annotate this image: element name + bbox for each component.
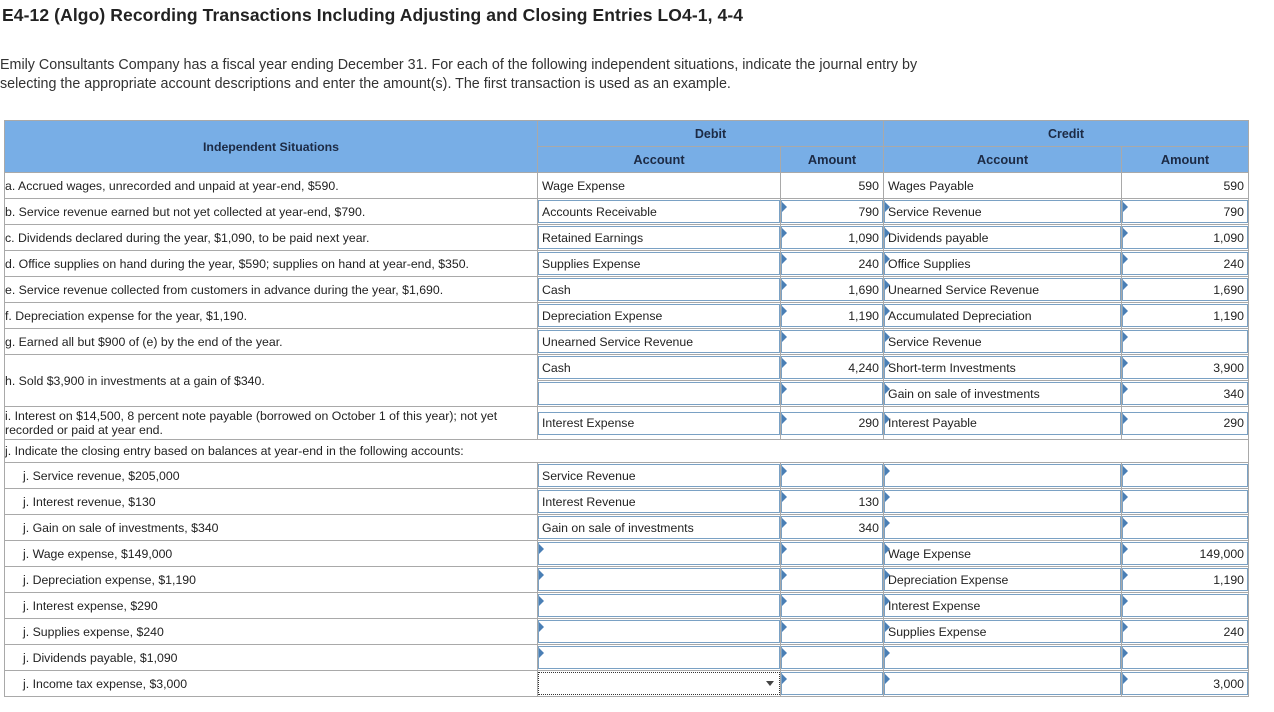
credit-account-value: Wage Expense: [888, 546, 971, 561]
table-row: [5, 329, 1249, 355]
credit-amount-input[interactable]: [1122, 330, 1248, 353]
debit-amount-input[interactable]: [781, 464, 883, 487]
table-row: [5, 407, 1249, 440]
debit-amount-input[interactable]: [781, 356, 883, 379]
credit-amount-input[interactable]: [1122, 646, 1248, 669]
credit-amount-input[interactable]: [1122, 226, 1248, 249]
debit-amount-input[interactable]: [781, 200, 883, 223]
credit-account-select[interactable]: [884, 542, 1121, 565]
debit-account-value: Cash: [542, 360, 571, 375]
instructions-text: Emily Consultants Company has a fiscal year ending December 31. For each of the following independent situations, indicate the journal entry by selecting the appropriate account descriptions and enter the amount(s). The first transaction is used as an example.: [0, 57, 918, 92]
situation-text: j. Interest expense, $290: [5, 593, 538, 619]
debit-amount-value: 1,090: [848, 230, 879, 245]
credit-account-select[interactable]: [884, 382, 1121, 405]
credit-amount-value: 240: [1223, 624, 1244, 639]
table-row: [5, 303, 1249, 329]
debit-account-select[interactable]: [538, 278, 780, 301]
situation-text: d. Office supplies on hand during the year, $590; supplies on hand at year-end, $350.: [5, 251, 538, 277]
journal-entry-table: [4, 120, 1249, 697]
debit-account-select[interactable]: [538, 620, 780, 643]
situation-text: a. Accrued wages, unrecorded and unpaid at year-end, $590.: [5, 173, 538, 199]
credit-amount-value: 1,690: [1213, 282, 1244, 297]
credit-amount-value: 340: [1223, 386, 1244, 401]
debit-amount-input[interactable]: [781, 382, 883, 405]
debit-amount-input[interactable]: [781, 278, 883, 301]
credit-account-select[interactable]: [884, 304, 1121, 327]
debit-account-select[interactable]: [538, 516, 780, 539]
credit-account-value: Short-term Investments: [888, 360, 1016, 375]
debit-amount-input[interactable]: [781, 542, 883, 565]
credit-account-select[interactable]: [884, 516, 1121, 539]
situations-header: Independent Situations: [5, 121, 538, 173]
credit-account-select[interactable]: [884, 412, 1121, 435]
debit-account-select[interactable]: [538, 382, 780, 405]
debit-account-value: Retained Earnings: [542, 230, 644, 245]
debit-account-select[interactable]: [538, 200, 780, 223]
table-row: [5, 225, 1249, 251]
debit-amount-input[interactable]: [781, 516, 883, 539]
credit-amount-value: 290: [1223, 416, 1244, 430]
credit-account-value: Depreciation Expense: [888, 572, 1009, 587]
debit-amount-input[interactable]: [781, 620, 883, 643]
debit-amount-input[interactable]: [781, 174, 883, 197]
credit-account-select[interactable]: [884, 464, 1121, 487]
credit-amount-input[interactable]: [1122, 516, 1248, 539]
credit-account-value: Unearned Service Revenue: [888, 282, 1040, 297]
situation-text: h. Sold $3,900 in investments at a gain of $340.: [5, 355, 538, 407]
debit-account-select[interactable]: [538, 568, 780, 591]
debit-account-select[interactable]: [538, 464, 780, 487]
chevron-down-icon: [766, 681, 774, 686]
debit-amount-value: 1,690: [848, 282, 879, 297]
credit-account-value: Accumulated Depreciation: [888, 308, 1032, 323]
credit-account-value: Dividends payable: [888, 230, 989, 245]
table-row: [5, 619, 1249, 645]
credit-account-select[interactable]: [884, 646, 1121, 669]
credit-account-value: Supplies Expense: [888, 624, 987, 639]
credit-account-select[interactable]: [884, 356, 1121, 379]
credit-amount-input[interactable]: [1122, 174, 1248, 197]
credit-amount-value: 3,900: [1213, 360, 1244, 375]
credit-account-select[interactable]: [884, 278, 1121, 301]
debit-account-value: Depreciation Expense: [542, 308, 663, 323]
debit-amount-input[interactable]: [781, 568, 883, 591]
debit-account-select[interactable]: [538, 594, 780, 617]
debit-account-value: Service Revenue: [542, 468, 636, 483]
credit-amount-value: 149,000: [1199, 546, 1244, 561]
table-row: [5, 199, 1249, 225]
credit-account-select[interactable]: [884, 672, 1121, 695]
debit-amount-value: 290: [858, 416, 879, 430]
credit-amount-value: 590: [1223, 178, 1244, 193]
debit-account-select[interactable]: [538, 356, 780, 379]
credit-account-select[interactable]: [884, 594, 1121, 617]
debit-account-value: Interest Expense: [542, 416, 635, 430]
debit-account-value: Wage Expense: [542, 178, 625, 193]
credit-account-value: Interest Payable: [888, 416, 977, 430]
debit-amount-input[interactable]: [781, 226, 883, 249]
situation-text: j. Wage expense, $149,000: [5, 541, 538, 567]
credit-amount-input[interactable]: [1122, 464, 1248, 487]
situation-text: e. Service revenue collected from customers in advance during the year, $1,690.: [5, 277, 538, 303]
debit-amount-input[interactable]: [781, 646, 883, 669]
table-row: [5, 593, 1249, 619]
credit-account-select[interactable]: [884, 200, 1121, 223]
debit-account-select[interactable]: [538, 252, 780, 275]
table-row: [5, 355, 1249, 381]
credit-amount-header: Amount: [1122, 147, 1249, 173]
credit-amount-input[interactable]: [1122, 490, 1248, 513]
closing-entry-instruction: j. Indicate the closing entry based on balances at year-end in the following accounts:: [5, 440, 1249, 463]
credit-amount-value: 1,090: [1213, 230, 1244, 245]
debit-amount-header: Amount: [781, 147, 884, 173]
debit-account-select[interactable]: [538, 412, 780, 435]
credit-amount-input[interactable]: [1122, 672, 1248, 695]
credit-amount-input[interactable]: [1122, 412, 1248, 435]
debit-amount-value: 590: [858, 178, 879, 193]
table-row: [5, 567, 1249, 593]
credit-amount-value: 790: [1223, 204, 1244, 219]
situation-text: j. Income tax expense, $3,000: [5, 671, 538, 697]
credit-account-value: Service Revenue: [888, 204, 982, 219]
credit-account-select[interactable]: [884, 226, 1121, 249]
debit-amount-input[interactable]: [781, 304, 883, 327]
table-row: [5, 489, 1249, 515]
credit-account-value: Gain on sale of investments: [888, 386, 1040, 401]
situation-text: j. Supplies expense, $240: [5, 619, 538, 645]
situation-text: f. Depreciation expense for the year, $1,190.: [5, 303, 538, 329]
situation-text: j. Service revenue, $205,000: [5, 463, 538, 489]
debit-account-value: Supplies Expense: [542, 256, 641, 271]
table-row: [5, 277, 1249, 303]
credit-account-select[interactable]: [884, 620, 1121, 643]
credit-account-header: Account: [884, 147, 1122, 173]
debit-account-select[interactable]: [538, 646, 780, 669]
credit-amount-input[interactable]: [1122, 594, 1248, 617]
table-row: [5, 173, 1249, 199]
credit-amount-value: 3,000: [1213, 676, 1244, 691]
table-row: [5, 645, 1249, 671]
credit-account-select[interactable]: [884, 490, 1121, 513]
situation-text: j. Depreciation expense, $1,190: [5, 567, 538, 593]
credit-account-select[interactable]: [884, 330, 1121, 353]
credit-account-value: Office Supplies: [888, 256, 971, 271]
debit-amount-input[interactable]: [781, 252, 883, 275]
debit-account-select[interactable]: [538, 174, 780, 197]
credit-amount-input[interactable]: [1122, 304, 1248, 327]
debit-account-select[interactable]: [538, 304, 780, 327]
credit-amount-input[interactable]: [1122, 200, 1248, 223]
credit-amount-input[interactable]: [1122, 542, 1248, 565]
debit-account-value: Cash: [542, 282, 571, 297]
credit-account-select[interactable]: [884, 568, 1121, 591]
credit-header: Credit: [884, 121, 1249, 147]
credit-account-value: Service Revenue: [888, 334, 982, 349]
credit-account-value: Interest Expense: [888, 598, 981, 613]
debit-amount-input[interactable]: [781, 412, 883, 435]
table-row: [5, 671, 1249, 697]
debit-amount-value: 240: [858, 256, 879, 271]
credit-amount-input[interactable]: [1122, 382, 1248, 405]
credit-amount-input[interactable]: [1122, 620, 1248, 643]
credit-amount-value: 1,190: [1213, 308, 1244, 323]
debit-account-select[interactable]: [538, 226, 780, 249]
credit-amount-value: 1,190: [1213, 572, 1244, 587]
credit-amount-input[interactable]: [1122, 278, 1248, 301]
situation-text: i. Interest on $14,500, 8 percent note payable (borrowed on October 1 of this year); not yet recorded or paid at year end.: [5, 407, 538, 440]
situation-text: g. Earned all but $900 of (e) by the end of the year.: [5, 329, 538, 355]
page-title: E4-12 (Algo) Recording Transactions Including Adjusting and Closing Entries LO4-1, 4-4: [2, 5, 744, 25]
debit-account-select[interactable]: [538, 542, 780, 565]
table-row: [5, 541, 1249, 567]
debit-account-value: Accounts Receivable: [542, 204, 657, 219]
debit-amount-value: 130: [858, 494, 879, 509]
debit-account-select[interactable]: [538, 330, 780, 353]
debit-header: Debit: [538, 121, 884, 147]
credit-amount-input[interactable]: [1122, 568, 1248, 591]
situation-text: c. Dividends declared during the year, $1,090, to be paid next year.: [5, 225, 538, 251]
situation-text: b. Service revenue earned but not yet collected at year-end, $790.: [5, 199, 538, 225]
situation-text: j. Dividends payable, $1,090: [5, 645, 538, 671]
debit-account-value: Interest Revenue: [542, 494, 636, 509]
debit-amount-input[interactable]: [781, 330, 883, 353]
debit-amount-input[interactable]: [781, 672, 883, 695]
debit-account-dropdown[interactable]: [538, 672, 780, 695]
debit-amount-value: 790: [858, 204, 879, 219]
debit-amount-value: 1,190: [848, 308, 879, 323]
credit-amount-input[interactable]: [1122, 356, 1248, 379]
debit-amount-input[interactable]: [781, 490, 883, 513]
table-row: [5, 440, 1249, 463]
debit-account-value: Gain on sale of investments: [542, 520, 694, 535]
credit-amount-value: 240: [1223, 256, 1244, 271]
credit-amount-input[interactable]: [1122, 252, 1248, 275]
situation-text: j. Gain on sale of investments, $340: [5, 515, 538, 541]
table-row: [5, 463, 1249, 489]
debit-account-header: Account: [538, 147, 781, 173]
debit-amount-value: 340: [858, 520, 879, 535]
situation-text: j. Interest revenue, $130: [5, 489, 538, 515]
credit-account-select[interactable]: [884, 252, 1121, 275]
debit-amount-input[interactable]: [781, 594, 883, 617]
debit-account-select[interactable]: [538, 490, 780, 513]
credit-account-select[interactable]: [884, 174, 1121, 197]
credit-account-value: Wages Payable: [888, 178, 974, 193]
table-row: [5, 515, 1249, 541]
debit-account-value: Unearned Service Revenue: [542, 334, 694, 349]
debit-amount-value: 4,240: [848, 360, 879, 375]
table-row: [5, 251, 1249, 277]
